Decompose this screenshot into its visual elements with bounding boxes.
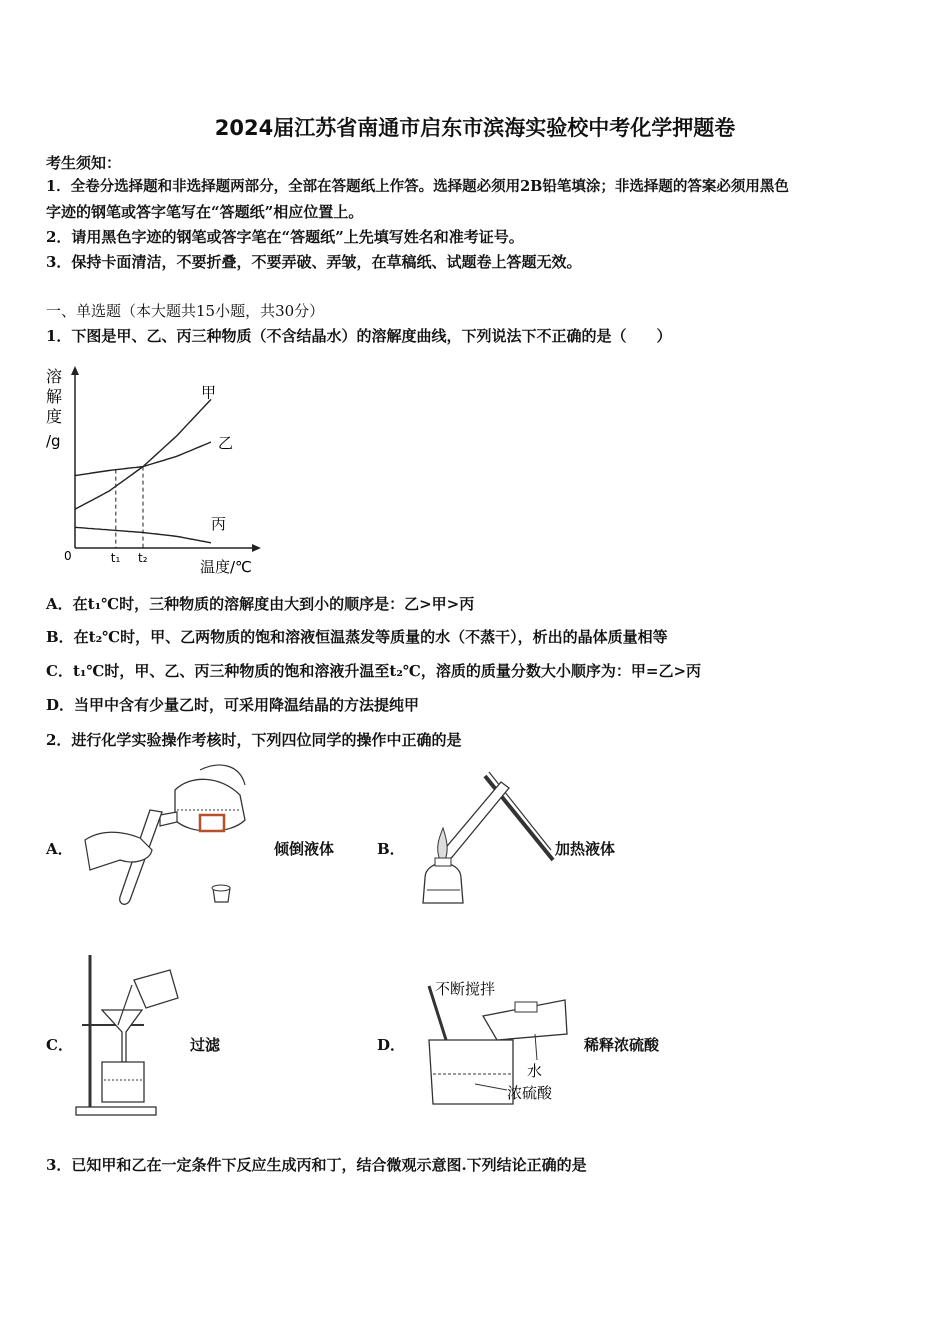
section-heading: 一、单选题（本大题共15小题，共30分） xyxy=(46,302,325,320)
q1-option-b: B．在t₂℃时，甲、乙两物质的饱和溶液恒温蒸发等质量的水（不蒸干），析出的晶体质量相等 xyxy=(46,628,668,646)
diluting-acid-diagram xyxy=(415,972,575,1117)
notice-item-3: 3．保持卡面清洁，不要折叠，不要弄破、弄皱，在草稿纸、试题卷上答题无效。 xyxy=(46,253,582,271)
test-tube-icon xyxy=(442,782,509,859)
beaker-pouring-icon xyxy=(134,970,178,1008)
notice-item-1-cont: 字迹的钢笔或答字笔写在“答题纸”相应位置上。 xyxy=(46,203,364,221)
series-label-1: 甲 xyxy=(201,383,217,402)
x-tick-label-t1: t₁ xyxy=(110,551,121,565)
q2-option-d-caption: 稀释浓硫酸 xyxy=(584,1036,660,1054)
series-line-1 xyxy=(75,399,211,509)
receiving-beaker-icon xyxy=(102,1062,144,1102)
q2-stem: 2．进行化学实验操作考核时，下列四位同学的操作中正确的是 xyxy=(46,731,462,749)
funnel-icon xyxy=(102,1010,142,1062)
reagent-bottle-icon xyxy=(175,779,245,831)
heating-liquid-diagram xyxy=(405,768,555,918)
notice-heading: 考生须知： xyxy=(46,154,122,172)
y-axis-label-char: 解 xyxy=(46,387,63,406)
x-axis-label: 温度/℃ xyxy=(200,558,252,576)
solubility-chart xyxy=(40,360,280,580)
q2-option-b-label: B． xyxy=(377,840,405,858)
x-axis-arrow-icon xyxy=(252,544,261,552)
q2-option-c-label: C． xyxy=(46,1036,73,1054)
q2-option-c-caption: 过滤 xyxy=(190,1036,221,1054)
q3-stem: 3．已知甲和乙在一定条件下反应生成丙和丁，结合微观示意图.下列结论正确的是 xyxy=(46,1156,587,1174)
flame-icon xyxy=(438,828,448,860)
y-axis-label-char: 溶 xyxy=(46,367,63,386)
iron-stand-base-icon xyxy=(76,1107,156,1115)
notice-item-1: 1．全卷分选择题和非选择题两部分，全部在答题纸上作答。选择题必须用2B铅笔填涂；非选择题的答案必须用黑色 xyxy=(46,178,789,195)
y-axis-arrow-icon xyxy=(71,366,79,375)
y-axis-label-char: /g xyxy=(46,432,61,450)
water-label: 水 xyxy=(527,1062,543,1080)
pouring-liquid-diagram xyxy=(80,760,250,910)
q2-option-a-label: A． xyxy=(46,840,73,858)
y-axis-label-char: 度 xyxy=(46,407,63,426)
beaker-icon xyxy=(429,1040,513,1104)
q2-option-b-caption: 加热液体 xyxy=(555,840,616,858)
origin-label: 0 xyxy=(64,549,72,563)
page-title: 2024届江苏省南通市启东市滨海实验校中考化学押题卷 xyxy=(214,116,736,140)
q1-option-c: C．t₁℃时，甲、乙、丙三种物质的饱和溶液升温至t₂℃，溶质的质量分数大小顺序为：甲=乙>丙 xyxy=(46,662,702,680)
q2-option-d-label: D． xyxy=(377,1036,406,1054)
filtration-diagram xyxy=(74,950,186,1120)
alcohol-lamp-icon xyxy=(423,863,463,903)
acid-label: 浓硫酸 xyxy=(507,1084,553,1102)
q1-option-d: D．当甲中含有少量乙时，可采用降温结晶的方法提纯甲 xyxy=(46,696,420,714)
stir-label: 不断搅拌 xyxy=(435,980,496,998)
q1-stem: 1．下图是甲、乙、丙三种物质（不含结晶水）的溶解度曲线，下列说法下不正确的是（ ） xyxy=(46,327,672,345)
series-label-3: 丙 xyxy=(211,514,227,533)
x-tick-label-t2: t₂ xyxy=(138,551,148,565)
q1-option-a: A．在t₁℃时，三种物质的溶解度由大到小的顺序是：乙>甲>丙 xyxy=(46,595,475,613)
series-label-2: 乙 xyxy=(218,434,234,453)
q2-option-a-caption: 倾倒液体 xyxy=(274,840,335,858)
notice-item-2: 2．请用黑色字迹的钢笔或答字笔在“答题纸”上先填写姓名和准考证号。 xyxy=(46,228,524,246)
